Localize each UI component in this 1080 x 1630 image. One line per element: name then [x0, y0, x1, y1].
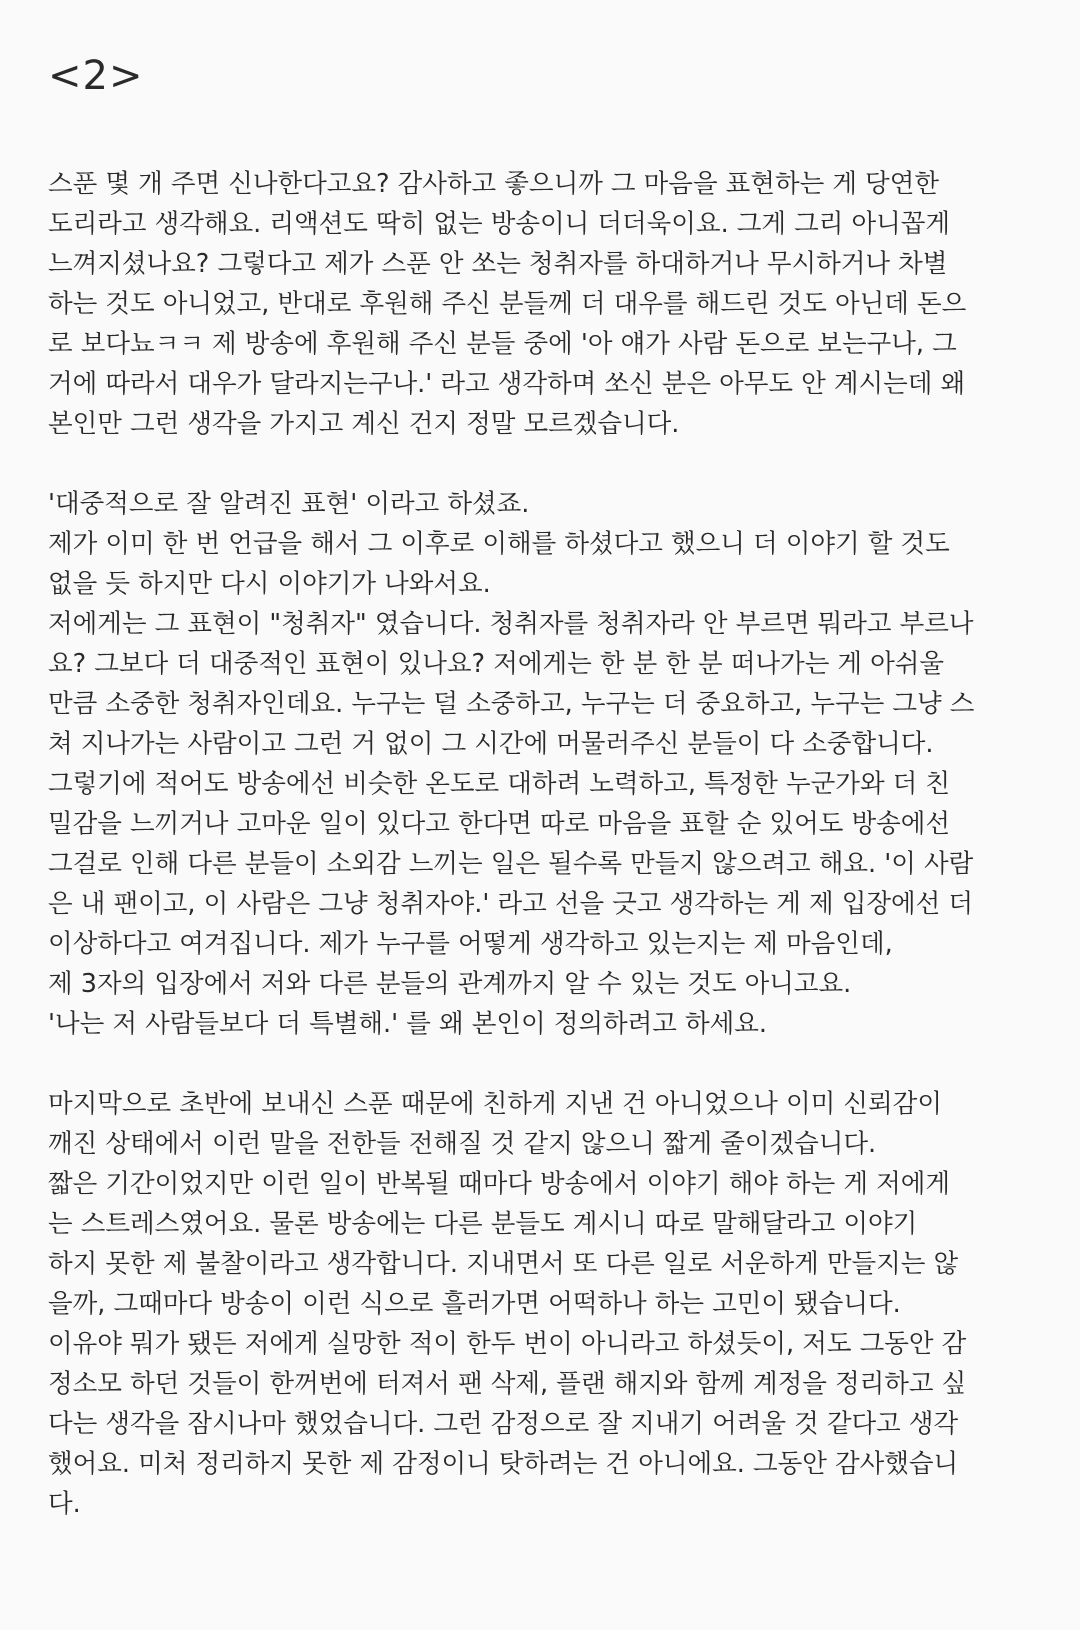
- paragraph-gap: [48, 444, 1048, 484]
- text-line: 쳐 지나가는 사람이고 그런 거 없이 그 시간에 머물러주신 분들이 다 소중합니다.: [48, 729, 934, 759]
- text-line: 스푼 몇 개 주면 신나한다고요? 감사하고 좋으니까 그 마음을 표현하는 게 당연한: [48, 169, 939, 199]
- document-body: [48, 164, 1048, 1524]
- text-line: 제가 이미 한 번 언급을 해서 그 이후로 이해를 하셨다고 했으니 더 이야기 할 것도: [48, 529, 950, 559]
- text-line: 다는 생각을 잠시나마 했었습니다. 그런 감정으로 잘 지내기 어려울 것 같다고 생각: [48, 1409, 959, 1439]
- text-line: 다.: [48, 1489, 81, 1519]
- page-heading: <2>: [48, 53, 144, 99]
- text-line: 로 보다뇨ㅋㅋ 제 방송에 후원해 주신 분들 중에 '아 얘가 사람 돈으로 보는구나, 그: [48, 329, 957, 359]
- text-line: 그렇기에 적어도 방송에선 비슷한 온도로 대하려 노력하고, 특정한 누군가와 더 친: [48, 769, 951, 799]
- text-line: '나는 저 사람들보다 더 특별해.' 를 왜 본인이 정의하려고 하세요.: [48, 1009, 768, 1039]
- text-line: 도리라고 생각해요. 리액션도 딱히 없는 방송이니 더더욱이요. 그게 그리 아니꼽게: [48, 209, 951, 239]
- text-line: 본인만 그런 생각을 가지고 계신 건지 정말 모르겠습니다.: [48, 409, 680, 439]
- text-line: 이상하다고 여겨집니다. 제가 누구를 어떻게 생각하고 있는지는 제 마음인데,: [48, 929, 893, 959]
- text-line: 요? 그보다 더 대중적인 표현이 있나요? 저에게는 한 분 한 분 떠나가는 게 아쉬울: [48, 649, 945, 679]
- paragraph-gap: [48, 1044, 1048, 1084]
- paragraph-3: [48, 1084, 1048, 1524]
- paragraph-2: [48, 484, 1048, 1044]
- text-line: 했어요. 미처 정리하지 못한 제 감정이니 탓하려는 건 아니에요. 그동안 감사했습니: [48, 1449, 959, 1479]
- paragraph-1: [48, 164, 1048, 444]
- text-line: '대중적으로 잘 알려진 표현' 이라고 하셨죠.: [48, 489, 530, 519]
- text-line: 마지막으로 초반에 보내신 스푼 때문에 친하게 지낸 건 아니었으나 이미 신뢰감이: [48, 1089, 942, 1119]
- text-line: 그걸로 인해 다른 분들이 소외감 느끼는 일은 될수록 만들지 않으려고 해요. '이 사람: [48, 849, 974, 879]
- text-line: 는 스트레스였어요. 물론 방송에는 다른 분들도 계시니 따로 말해달라고 이야기: [48, 1209, 918, 1239]
- text-line: 깨진 상태에서 이런 말을 전한들 전해질 것 같지 않으니 짧게 줄이겠습니다.: [48, 1129, 877, 1159]
- text-line: 을까, 그때마다 방송이 이런 식으로 흘러가면 어떡하나 하는 고민이 됐습니다.: [48, 1289, 901, 1319]
- text-line: 은 내 팬이고, 이 사람은 그냥 청취자야.' 라고 선을 긋고 생각하는 게 제 입장에선 더: [48, 889, 973, 919]
- text-line: 만큼 소중한 청취자인데요. 누구는 덜 소중하고, 누구는 더 중요하고, 누구는 그냥 스: [48, 689, 975, 719]
- text-line: 느껴지셨나요? 그렇다고 제가 스푼 안 쏘는 청취자를 하대하거나 무시하거나 차별: [48, 249, 948, 279]
- text-line: 제 3자의 입장에서 저와 다른 분들의 관계까지 알 수 있는 것도 아니고요.: [48, 969, 852, 999]
- text-line: 하는 것도 아니었고, 반대로 후원해 주신 분들께 더 대우를 해드린 것도 아닌데 돈으: [48, 289, 967, 319]
- text-line: 없을 듯 하지만 다시 이야기가 나와서요.: [48, 569, 491, 599]
- text-line: 짧은 기간이었지만 이런 일이 반복될 때마다 방송에서 이야기 해야 하는 게 저에게: [48, 1169, 951, 1199]
- text-line: 저에게는 그 표현이 "청취자" 였습니다. 청취자를 청취자라 안 부르면 뭐라고 부르나: [48, 609, 974, 639]
- text-line: 밀감을 느끼거나 고마운 일이 있다고 한다면 따로 마음을 표할 순 있어도 방송에선: [48, 809, 951, 839]
- text-line: 정소모 하던 것들이 한꺼번에 터져서 팬 삭제, 플랜 해지와 함께 계정을 정리하고 싶: [48, 1369, 967, 1399]
- text-line: 거에 따라서 대우가 달라지는구나.' 라고 생각하며 쏘신 분은 아무도 안 계시는데 왜: [48, 369, 966, 399]
- text-line: 하지 못한 제 불찰이라고 생각합니다. 지내면서 또 다른 일로 서운하게 만들지는 않: [48, 1249, 959, 1279]
- text-line: 이유야 뭐가 됐든 저에게 실망한 적이 한두 번이 아니라고 하셨듯이, 저도 그동안 감: [48, 1329, 967, 1359]
